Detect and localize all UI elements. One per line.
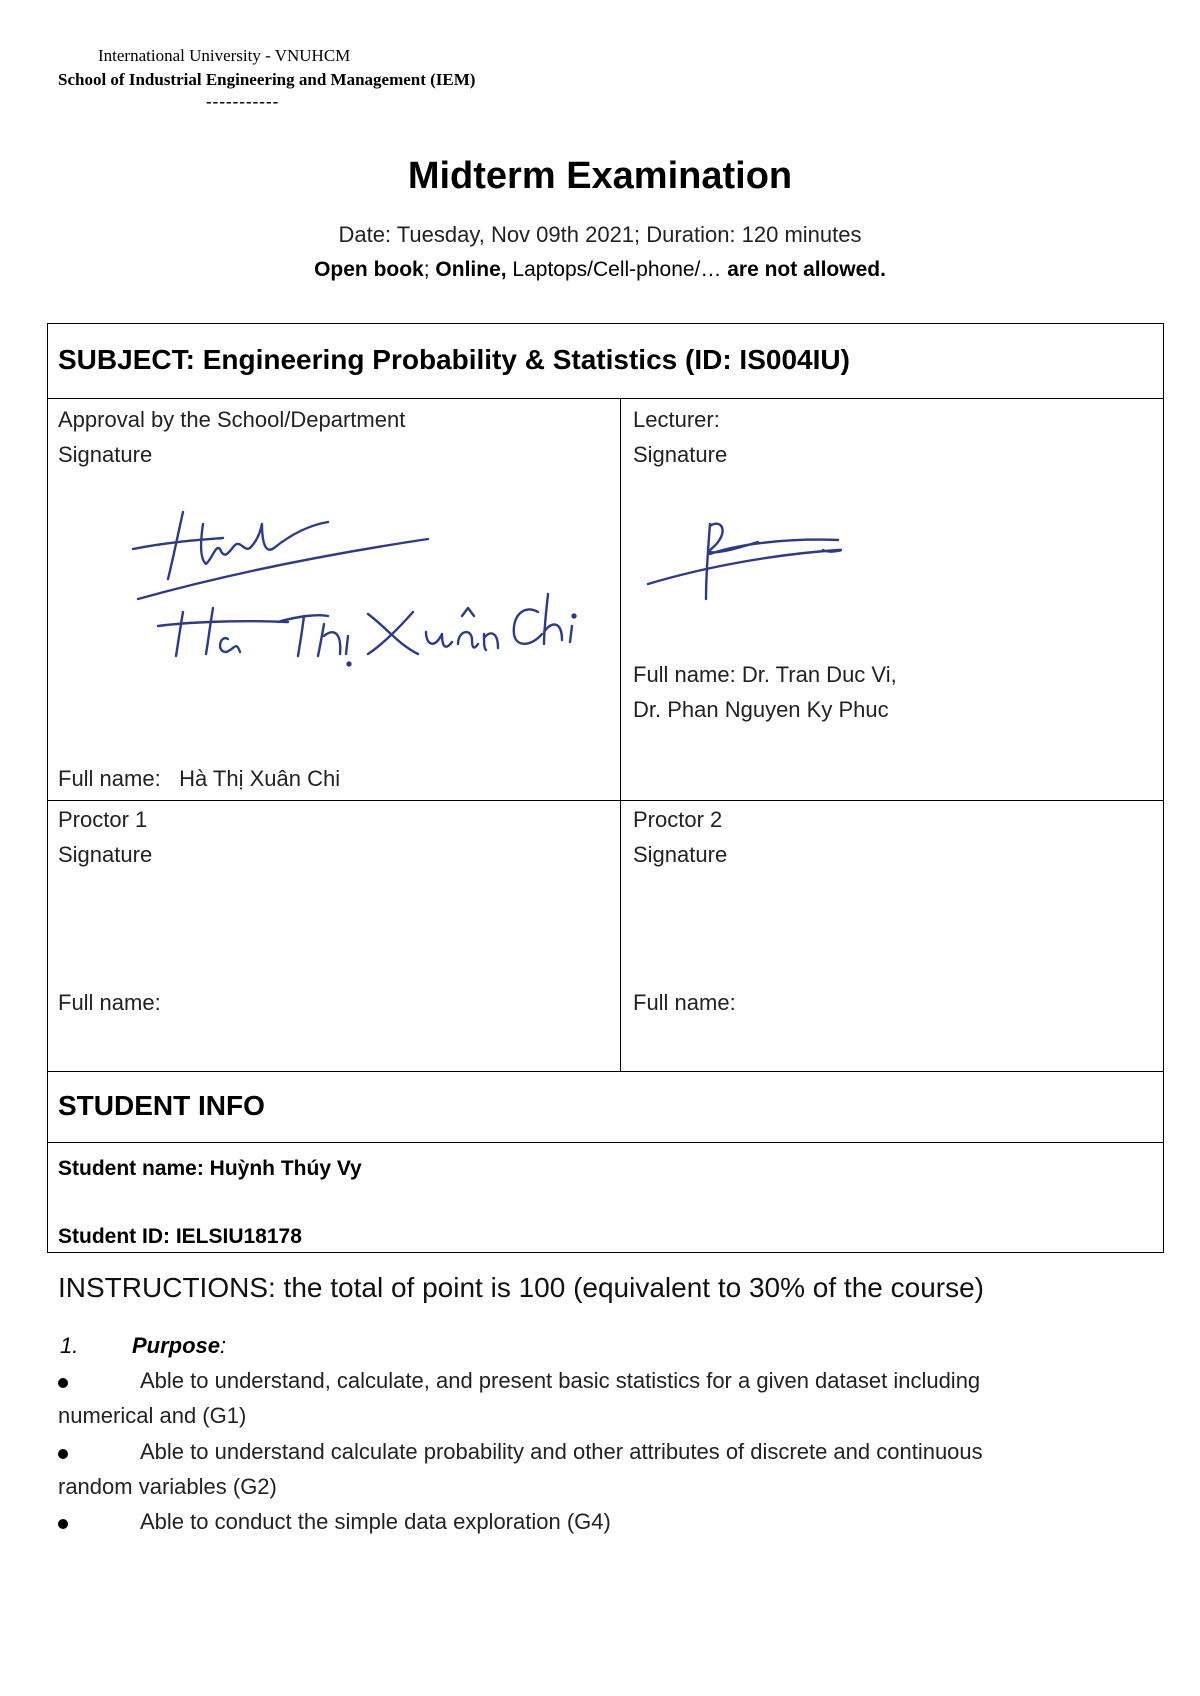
rule-open-book: Open book [314, 258, 424, 281]
lecturer-signature-label: Signature [633, 442, 728, 467]
bullet-icon [58, 1519, 68, 1529]
purpose-colon: : [220, 1333, 227, 1358]
approval-label: Approval by the School/Department [58, 407, 406, 432]
student-name: Student name: Huỳnh Thúy Vy [58, 1157, 362, 1180]
lecturer-full-name-line2: Dr. Phan Nguyen Ky Phuc [633, 697, 889, 722]
lecturer-label: Lecturer: [633, 407, 720, 432]
exam-rules [0, 258, 1200, 282]
approval-full-name-value: Hà Thị Xuân Chi [179, 766, 341, 791]
purpose-bullet-1: Able to understand, calculate, and present basic statistics for a given dataset including [140, 1368, 981, 1393]
bullet-icon [58, 1378, 68, 1388]
purpose-bullet-3: Able to conduct the simple data exploration (G4) [140, 1509, 611, 1534]
header-divider: ----------- [206, 92, 280, 111]
page-title: Midterm Examination [407, 155, 793, 197]
date-duration: Date: Tuesday, Nov 09th 2021; Duration: 120 minutes [338, 222, 862, 247]
exam-info-table [47, 323, 1164, 1253]
lecturer-full-name-line1: Full name: Dr. Tran Duc Vi, [633, 662, 897, 687]
table-divider [48, 398, 1163, 399]
proctor2-label: Proctor 2 [633, 807, 723, 832]
proctor1-full-name-label: Full name: [58, 990, 161, 1015]
lecturer-signature [648, 514, 908, 614]
table-divider [48, 800, 1163, 801]
subject-title: SUBJECT: Engineering Probability & Statistics (ID: IS004IU) [58, 344, 850, 375]
approval-full-name [58, 761, 340, 797]
bullet-icon [58, 1449, 68, 1459]
approval-signature-label: Signature [58, 442, 153, 467]
purpose-number: 1. [60, 1333, 79, 1358]
rule-online: Online, [435, 258, 507, 281]
student-info-title: STUDENT INFO [58, 1090, 265, 1121]
proctor1-signature-label: Signature [58, 842, 153, 867]
proctor2-signature-label: Signature [633, 842, 728, 867]
student-id: Student ID: IELSIU18178 [58, 1225, 302, 1248]
purpose-label: Purpose [132, 1333, 221, 1358]
table-divider [48, 1071, 1163, 1072]
school-name: School of Industrial Engineering and Management (IEM) [58, 70, 476, 89]
instructions-heading: INSTRUCTIONS: the total of point is 100 (equivalent to 30% of the course) [58, 1272, 984, 1303]
approval-full-name-label: Full name: [58, 766, 161, 791]
university-name: International University - VNUHCM [98, 46, 351, 65]
approval-signature [128, 504, 588, 674]
purpose-bullet-1-cont: numerical and (G1) [58, 1403, 247, 1428]
rule-not-allowed: are not allowed. [727, 258, 886, 281]
proctor2-full-name-label: Full name: [633, 990, 736, 1015]
purpose-heading [60, 1333, 227, 1359]
purpose-bullet-2-cont: random variables (G2) [58, 1474, 277, 1499]
table-column-divider [620, 398, 621, 1072]
rule-devices: Laptops/Cell-phone/… [506, 258, 728, 281]
purpose-bullet-2: Able to understand calculate probability and other attributes of discrete and continuous [140, 1439, 983, 1464]
rule-separator: ; [423, 258, 436, 281]
proctor1-label: Proctor 1 [58, 807, 148, 832]
table-divider [48, 1142, 1163, 1143]
